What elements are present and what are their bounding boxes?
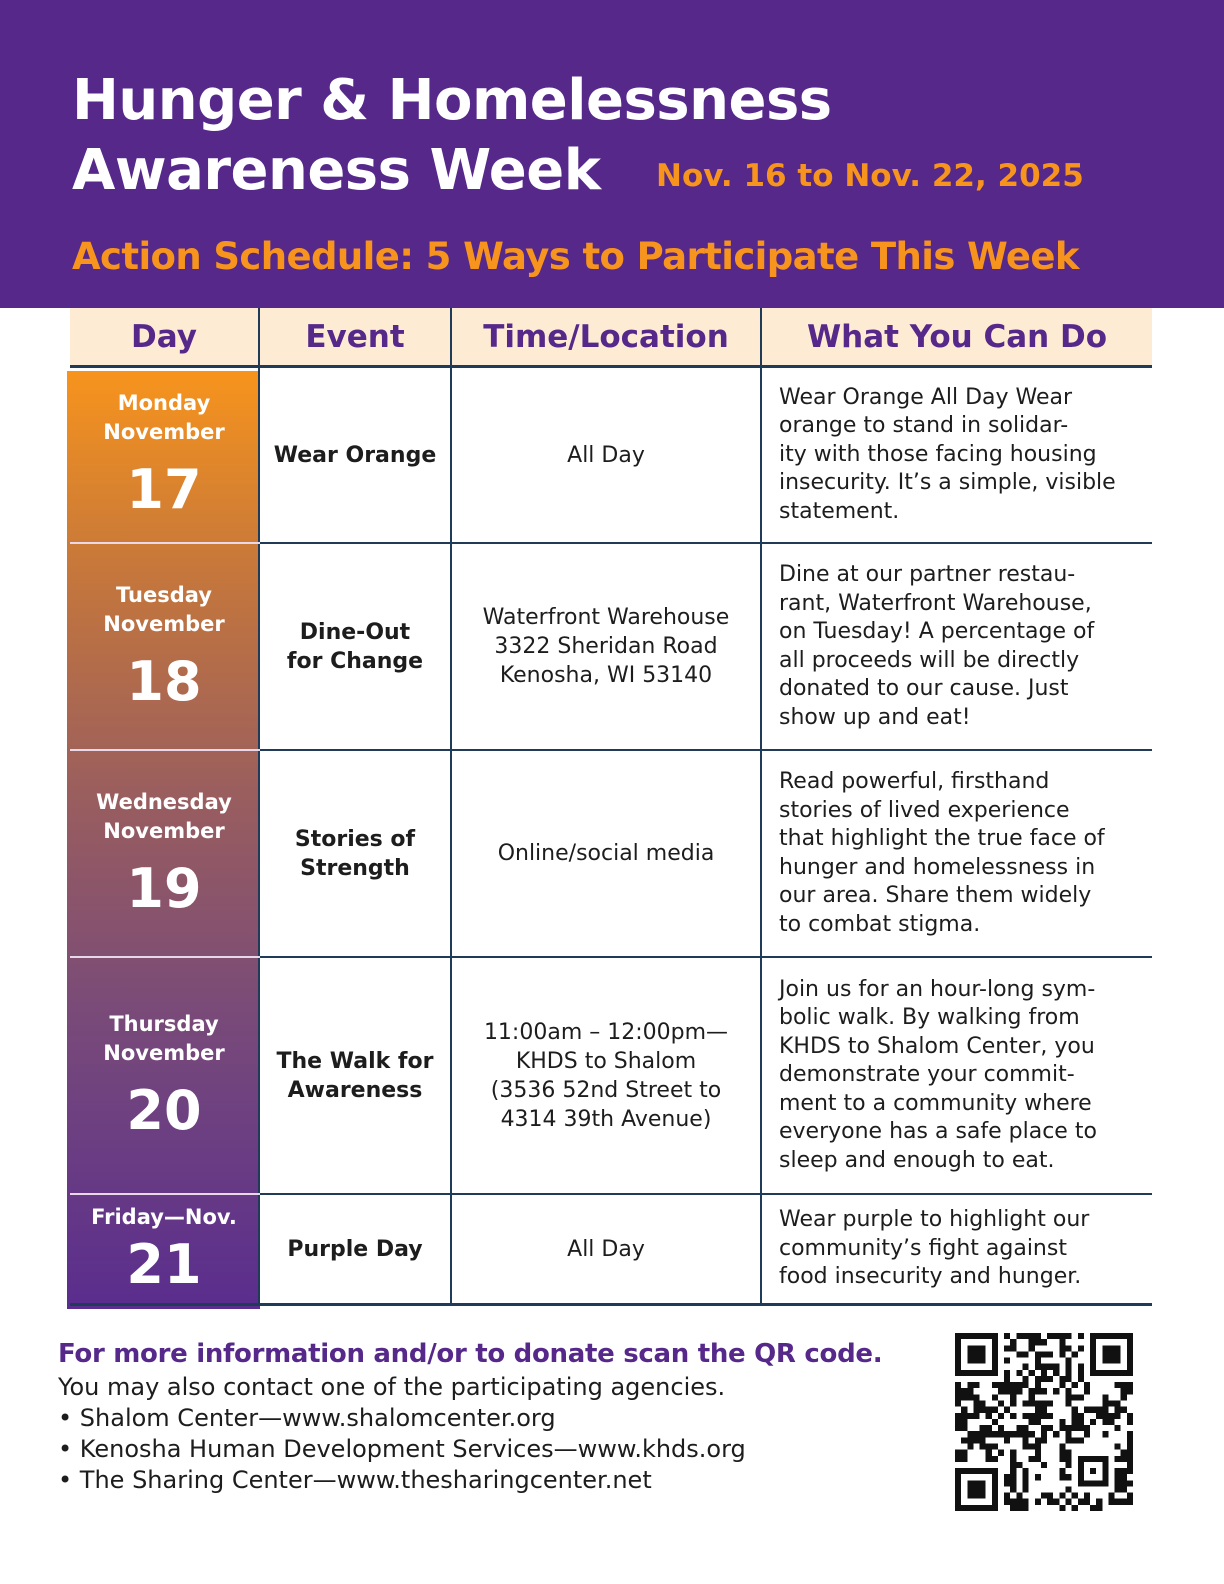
table-row	[70, 958, 1152, 1195]
todo-line: ment to a community where	[779, 1090, 1092, 1116]
contact-line: You may also contact one of the participating agencies.	[58, 1373, 726, 1401]
day-number: 21	[126, 1232, 202, 1296]
agency-shalom-center[interactable]: • Shalom Center—www.shalomcenter.org	[58, 1403, 958, 1434]
event-cell: Stories of Strength	[260, 751, 452, 956]
column-header-location: Time/Location	[452, 308, 762, 365]
location-cell: All Day	[452, 368, 762, 542]
todo-line: insecurity. It’s a simple, visible	[779, 470, 1116, 496]
day-cell	[70, 368, 260, 542]
todo-line: sleep and enough to eat.	[779, 1147, 1055, 1173]
todo-line: our area. Share them widely	[779, 883, 1092, 908]
day-cell	[70, 1195, 260, 1303]
location-cell: Online/social media	[452, 751, 762, 956]
todo-line: all proceeds will be directly	[779, 647, 1080, 673]
todo-line: Join us for an hour-long sym-	[779, 976, 1096, 1002]
todo-line: rant, Waterfront Warehouse,	[779, 590, 1092, 616]
todo-line: food insecurity and hunger.	[779, 1264, 1082, 1290]
todo-line: show up and eat!	[779, 704, 971, 730]
donate-callout: For more information and/or to donate scan the QR code.	[58, 1339, 883, 1369]
todo-line: to combat stigma.	[779, 911, 981, 937]
todo-line: Dine at our partner restau-	[779, 562, 1076, 587]
column-header-day: Day	[70, 308, 260, 365]
event-cell: Purple Day	[260, 1195, 452, 1303]
todo-cell	[762, 1195, 1152, 1303]
agency-sharing-center[interactable]: • The Sharing Center—www.thesharingcenter.net	[58, 1465, 958, 1496]
todo-line: donated to our cause. Just	[779, 676, 1069, 701]
table-row	[70, 368, 1152, 544]
day-divider	[70, 1193, 260, 1195]
todo-line: everyone has a safe place to	[779, 1119, 1097, 1145]
todo-line: Wear purple to highlight our	[779, 1207, 1090, 1233]
location-cell: Waterfront Warehouse 3322 Sheridan Road Kenosha, WI 53140	[452, 544, 762, 749]
column-header-todo: What You Can Do	[806, 318, 1108, 355]
day-number: 17	[126, 458, 202, 521]
day-divider	[70, 542, 260, 544]
todo-line: that highlight the true face of	[779, 826, 1105, 851]
day-divider	[70, 749, 260, 751]
schedule-subtitle: Action Schedule: 5 Ways to Participate This Week	[72, 235, 1079, 278]
todo-line: hunger and homelessness in	[779, 854, 1096, 880]
todo-line: demonstrate your commit-	[779, 1062, 1075, 1088]
day-cell	[70, 544, 260, 749]
todo-cell	[762, 368, 1152, 542]
schedule-table	[70, 308, 1152, 1306]
qr-code-icon[interactable]	[955, 1333, 1133, 1511]
day-month: November	[103, 1040, 225, 1065]
day-number: 19	[126, 856, 202, 920]
day-number: 20	[126, 1078, 202, 1142]
day-name: Thursday	[109, 1011, 219, 1036]
column-header-event: Event	[260, 308, 452, 365]
table-body	[70, 368, 1152, 1306]
todo-line: community’s fight against	[779, 1235, 1067, 1261]
todo-cell	[762, 751, 1152, 956]
header-banner	[0, 0, 1224, 308]
day-month: November	[103, 611, 225, 636]
event-dates: Nov. 16 to Nov. 22, 2025	[656, 158, 1084, 194]
day-number: 18	[126, 649, 202, 713]
event-cell: Wear Orange	[260, 368, 452, 542]
todo-line: bolic walk. By walking from	[779, 1005, 1080, 1031]
todo-line: ity with those facing housing	[779, 441, 1097, 467]
event-cell: Dine-Out for Change	[260, 544, 452, 749]
day-month: November	[103, 420, 225, 444]
day-name: Tuesday	[116, 582, 212, 607]
todo-cell	[762, 544, 1152, 749]
table-row	[70, 751, 1152, 958]
page-title: Hunger & Homelessness Awareness Week	[72, 68, 832, 203]
todo-line: statement.	[779, 498, 900, 524]
day-name: Wednesday	[96, 789, 232, 814]
agency-khds[interactable]: • Kenosha Human Development Services—www.khds.org	[58, 1434, 958, 1465]
table-row	[70, 544, 1152, 751]
footer	[58, 1336, 958, 1496]
table-header	[70, 308, 1152, 368]
todo-line: stories of lived experience	[779, 797, 1070, 823]
event-cell: The Walk for Awareness	[260, 958, 452, 1193]
location-cell: 11:00am – 12:00pm— KHDS to Shalom (3536 52nd Street to 4314 39th Avenue)	[452, 958, 762, 1193]
day-cell	[70, 751, 260, 956]
day-divider	[70, 956, 260, 958]
day-month: November	[103, 818, 225, 843]
table-row	[70, 1195, 1152, 1306]
todo-line: Read powerful, firsthand	[779, 769, 1050, 794]
todo-cell	[762, 958, 1152, 1193]
day-cell	[70, 958, 260, 1193]
todo-line: orange to stand in solidar-	[779, 413, 1069, 439]
todo-line: on Tuesday! A percentage of	[779, 619, 1095, 644]
todo-line: Wear Orange All Day Wear	[779, 384, 1073, 410]
todo-line: KHDS to Shalom Center, you	[779, 1033, 1095, 1059]
day-name: Monday	[117, 391, 211, 415]
location-cell: All Day	[452, 1195, 762, 1303]
day-name: Friday—Nov.	[91, 1204, 237, 1229]
